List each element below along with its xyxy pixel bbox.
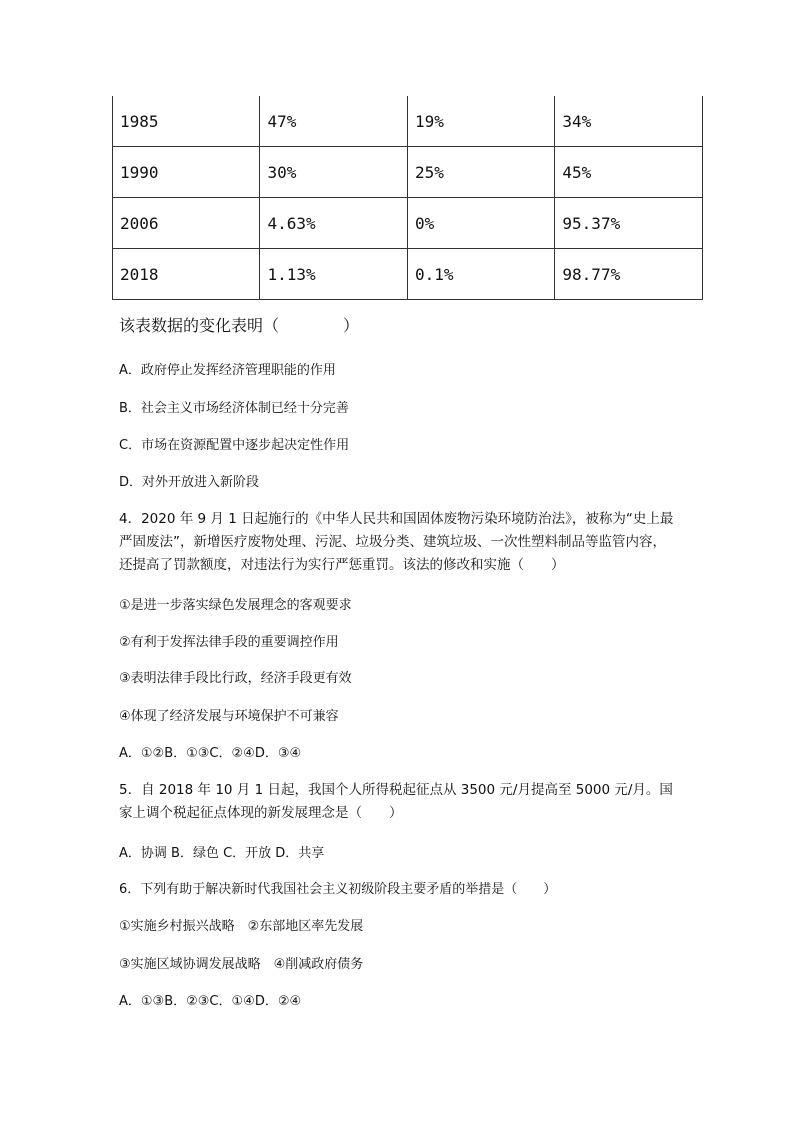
q5-stem: 5．自 2018 年 10 月 1 日起，我国个人所得税起征点从 3500 元/月提高至 5000 元/月。国家上调个税起征点体现的新发展理念是（ ） bbox=[119, 782, 673, 821]
table-cell: 95.37% bbox=[555, 198, 703, 249]
q6-stem: 6．下列有助于解决新时代我国社会主义初级阶段主要矛盾的举措是（ ） bbox=[119, 882, 557, 897]
q6-item-2: ③实施区域协调发展战略 ④削减政府债务 bbox=[119, 957, 364, 972]
table-cell: 25% bbox=[407, 147, 554, 198]
table-cell: 19% bbox=[407, 96, 554, 147]
q3-option-a: A．政府停止发挥经济管理职能的作用 bbox=[119, 363, 336, 378]
table-cell: 0% bbox=[407, 198, 554, 249]
table-cell: 0.1% bbox=[407, 249, 554, 300]
table-cell: 4.63% bbox=[260, 198, 408, 249]
table-cell: 30% bbox=[260, 147, 408, 198]
q3-option-d: D．对外开放进入新阶段 bbox=[119, 475, 260, 490]
q3-stem: 该表数据的变化表明（ ） bbox=[119, 316, 360, 335]
table-cell: 1990 bbox=[113, 147, 260, 198]
table-row bbox=[113, 249, 703, 300]
q3-option-c: C．市场在资源配置中逐步起决定性作用 bbox=[119, 438, 350, 453]
q6-item-1: ①实施乡村振兴战略 ②东部地区率先发展 bbox=[119, 919, 364, 934]
q4-stem: 4．2020 年 9 月 1 日起施行的《中华人民共和国固体废物污染环境防治法》，被称为“史上最严固废法”，新增医疗废物处理、污泥、垃圾分类、建筑垃圾、一次性塑料制品等监管内容，还提高了罚款额度，对违法行为实行严惩重罚。该法的修改和实施（ ） bbox=[119, 511, 674, 573]
data-table bbox=[112, 96, 703, 300]
q4-answer-options: A．①②B．①③C．②④D．③④ bbox=[119, 746, 302, 761]
q5-answer-options: A．协调 B．绿色 C．开放 D．共享 bbox=[119, 846, 325, 861]
table-cell: 34% bbox=[555, 96, 703, 147]
table-row bbox=[113, 147, 703, 198]
table-cell: 2006 bbox=[113, 198, 260, 249]
q4-item-4: ④体现了经济发展与环境保护不可兼容 bbox=[119, 709, 339, 724]
q4-item-2: ②有利于发挥法律手段的重要调控作用 bbox=[119, 635, 339, 650]
table-row bbox=[113, 198, 703, 249]
q3-option-b: B．社会主义市场经济体制已经十分完善 bbox=[119, 401, 349, 416]
table-cell: 45% bbox=[555, 147, 703, 198]
q6-answer-options: A．①③B．②③C．①④D．②④ bbox=[119, 994, 302, 1009]
table-cell: 1.13% bbox=[260, 249, 408, 300]
table-row bbox=[113, 96, 703, 147]
q4-item-1: ①是进一步落实绿色发展理念的客观要求 bbox=[119, 598, 352, 613]
table-cell: 47% bbox=[260, 96, 408, 147]
table-cell: 1985 bbox=[113, 96, 260, 147]
table-cell: 98.77% bbox=[555, 249, 703, 300]
q4-item-3: ③表明法律手段比行政，经济手段更有效 bbox=[119, 671, 352, 686]
table-cell: 2018 bbox=[113, 249, 260, 300]
